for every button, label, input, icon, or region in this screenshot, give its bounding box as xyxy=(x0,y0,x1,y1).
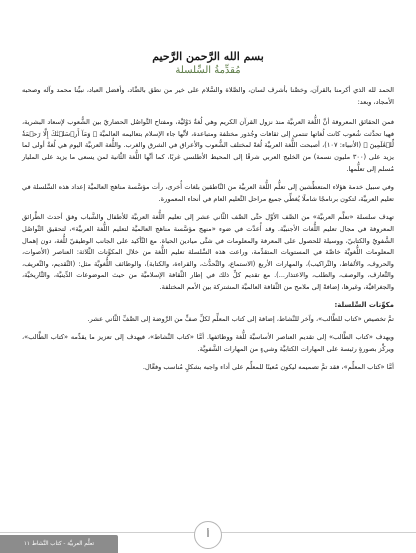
content-area xyxy=(22,50,394,381)
page-title: مُقدِّمةُ السِّلسلة xyxy=(175,65,241,76)
component-item: أمَّا «كتاب المعلِّم»، فقد تمَّ تصميمه ليكون مُعينًا للمعلِّم على أداء واجبه بشكلٍ مُناسب وفعَّال. xyxy=(142,363,394,372)
footer-series-label: تعلَّم العربيَّة - كتاب النَّشاط ١١ xyxy=(0,535,118,553)
component-item: تمَّ تخصيص «كتاب للطَّالب»، وآخر للنَّشاط، إضافة إلى كتاب المعلِّم لكلِّ صفٍّ من الرَّوضة إلى الصَّفِّ الثَّاني عشر. xyxy=(87,314,394,323)
page-number: أ xyxy=(194,521,222,549)
component-item: ويهدف «كتاب الطَّالب» إلى تقديم العناصر الأساسيَّة للُّغة ووظائفها. أمَّا «كتاب النَّشاط»، فيهدف إلى تعزيز ما يقدِّمه «كتاب الطَّالب»، ويركِّز بصورةٍ رئيسة على المهارات الكتابيَّة وشيءٍ من المهارات الشَّفويَّة. xyxy=(22,333,394,353)
basmala: بسم الله الرَّحمن الرَّحيم xyxy=(152,50,264,63)
paragraph-arabic-global: فمن الحقائق المعروفة أنَّ اللُّغة العربيَّة منذ نزول القرآن الكريم وهي لُغةٌ دَوْليَّة، ومفتاح التَّواصُل الحضاريّ بين الشُّعوب لإسعاد البشرية، فهيا تحدَّثت شُعوب كانت لُغاتها تنتمي إلى ثقافات وجُذور مختلفة ومتباعدة، لأنَّها جاء الإسلام بتعاليمه العالميَّة ﴿ وَمَآ أَرۡسَلۡنَٰكَ إِلَّا رَحۡمَةٗ لِّلۡعَٰلَمِينَ ﴾ (الأنبياء: ١٠٧)، أصبحت اللُّغة العربيَّة لُغةً لمختلف الشُّعوب والأعراق في الشرق والغرب. واللُّغة العربيَّة اليوم هي لُغةٌ أولى لما يزيد على (٣٠٠ مليون نسمة) من الخليج العربي شرقًا إلى المحيط الأطلسي غربًا، كما أنَّها اللُّغة الثَّانية لمن يسعى ما يزيد على المليار مُسلم إلى تعلُّمها. xyxy=(22,118,394,173)
paragraph-series-goals: تهدف سلسلة «تعلَّم العربيَّة» من الصَّف الأوَّل حتَّى الصَّف الثَّاني عشر إلى تعليم اللُّغة العربيَّة للأطفال والشَّباب وفق أحدث الطَّرائق المعروفة في مجال تعليم اللُّغات الأجنبيَّة. وقد أُعدَّت في ضوء «منهج مؤسَّسة مناهج العالميَّة لتعليم اللُّغة العربيَّة»، لتحقيق التَّواصُل الشَّفويّ والكتابيّ، ووسيلة للحصول على المعرفة والمعلومات في شتَّى ميادين الحياة. مع التَّأكيد على الجانب الوظيفيّ للُّغة، دون إهمال المعلومات اللُّغويَّة خاصَّة في المستويات المتقدِّمة، وراعت هذه السِّلسلة تعليم اللُّغة من خلال المكوِّنات الثَّلاثة: العناصر (الأصوات، والحروف، والألفاظ، والتَّراكيب)، والمهارات الأربع (الاستماع، والتَّحدُّث، والقراءة، والكتابة)، والوظائف اللُّغويَّة مثل: (التَّقديم، والتَّعريف، والتَّعارف، والوصف، والطلب، والاعتذار...). مع تقديم كلِّ ذلك في إطار الثَّقافة الإسلاميَّة من حيث الموضوعات الدِّينيَّة، والتَّاريخيَّة، والجغرافيَّة، وغيرها، إضافةً إلى ملامح من الثَّقافة العالميَّة المشتركة بين الأمم المختلفة. xyxy=(22,213,394,291)
paragraph-series-purpose: وفي سبيل خدمة هؤلاء المتعطِّشين إلى تعلُّم اللُّغة العربيَّة من النَّاطقين بلغات أُخرى، رأت مؤسَّسة مناهج العالميَّة إعداد هذه السِّلسلة في تعليم العربيَّة، لتكون برنامجًا شاملًا يُغطِّي جميع مراحل التَّعليم العام في أنحاء المعمورة. xyxy=(22,183,394,203)
components-heading: مكوِّنات السِّلسلة: xyxy=(334,300,394,309)
paragraph-opening: الحمد لله الذي أكرمنا بالقرآن، وخصَّنا بأشرف لسان، والصَّلاة والسَّلام على خير من نطق بالضَّاد، وأفضل العباد، نبيِّنا محمد وآله وصحبه الأمجاد، وبعد: xyxy=(22,86,394,106)
